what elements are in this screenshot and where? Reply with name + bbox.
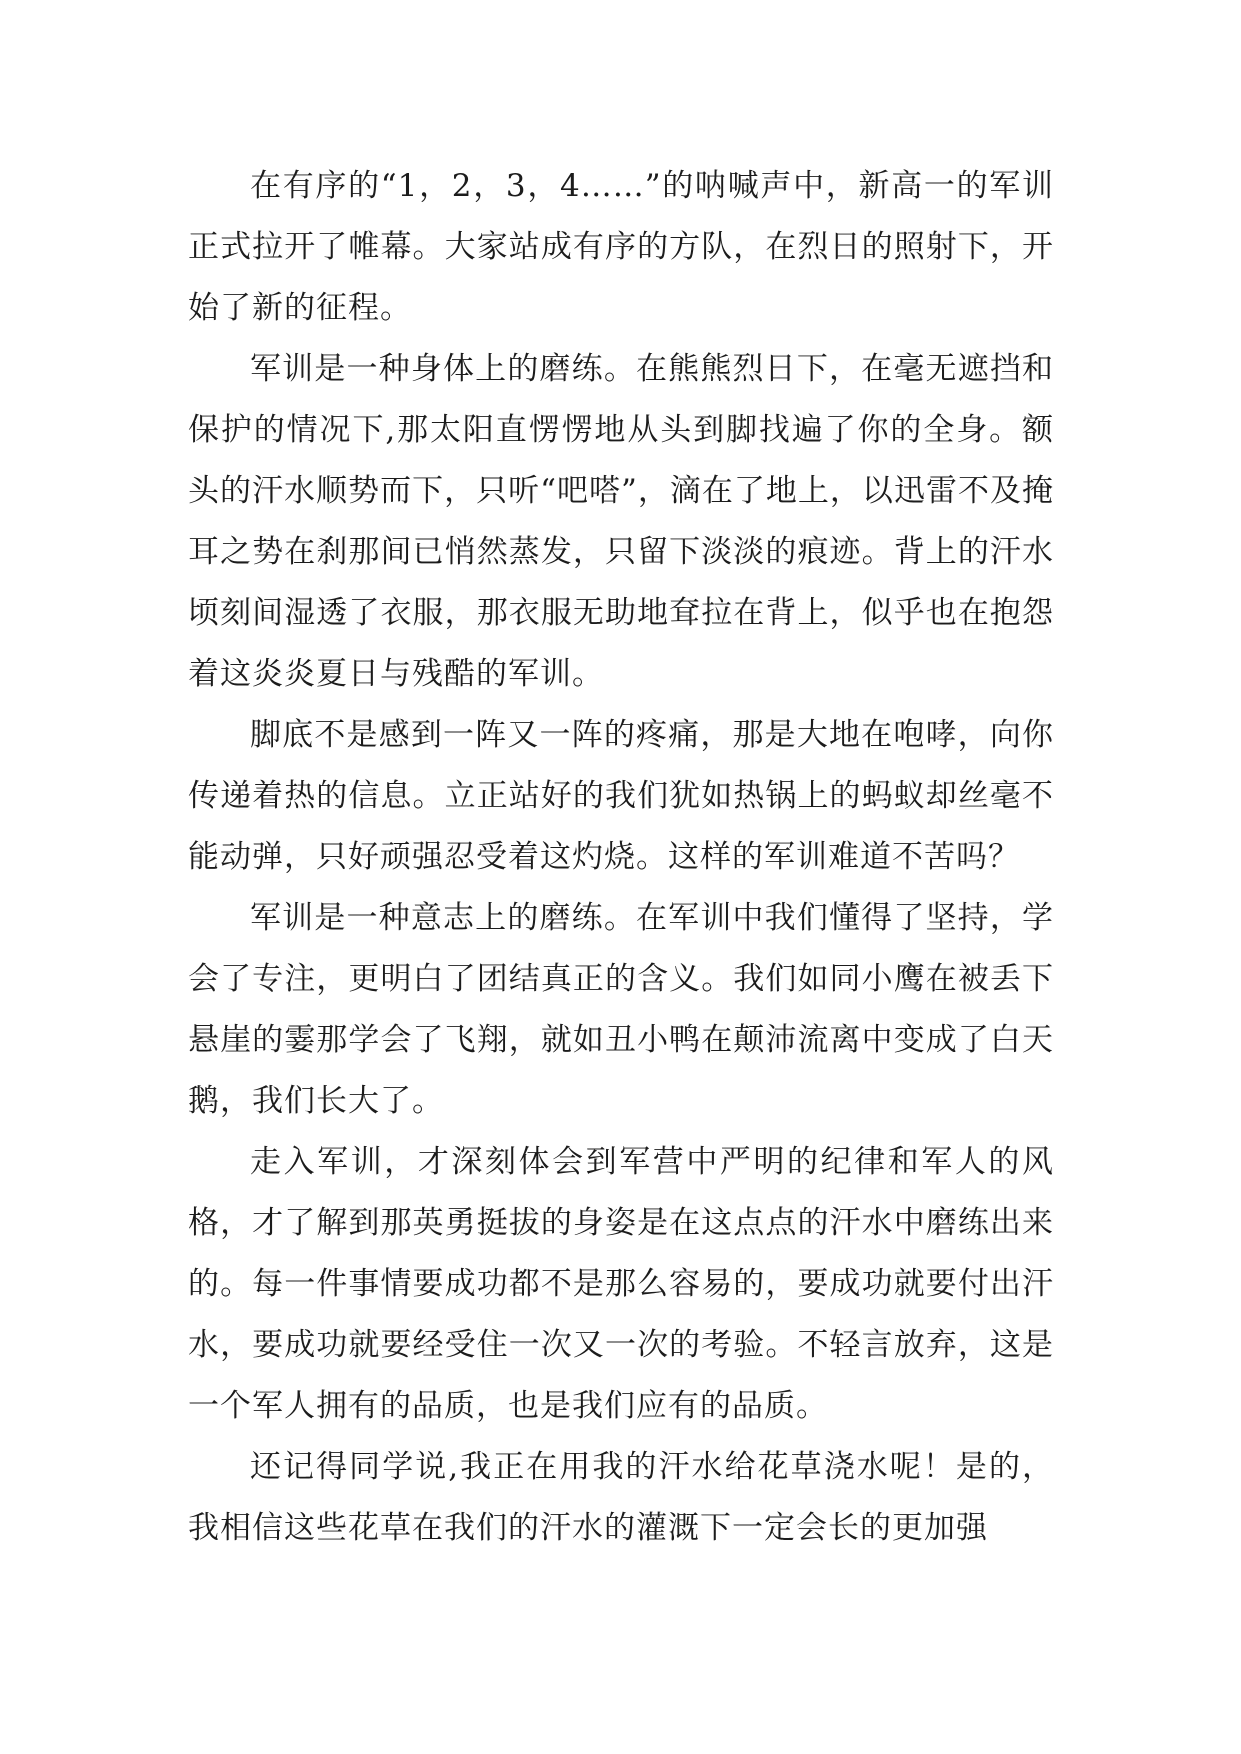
paragraph-ground-heat: 脚底不是感到一阵又一阵的疼痛，那是大地在咆哮，向你传递着热的信息。立正站好的我们犹如热锅上的蚂蚁却丝毫不能动弹，只好顽强忍受着这灼烧。这样的军训难道不苦吗？ xyxy=(188,717,1054,875)
paragraph-willpower: 军训是一种意志上的磨练。在军训中我们懂得了坚持，学会了专注，更明白了团结真正的含义。我们如同小鹰在被丢下悬崖的霎那学会了飞翔，就如丑小鸭在颠沛流离中变成了白天鹅，我们长大了。 xyxy=(188,900,1054,1119)
document-body xyxy=(188,156,1054,1559)
paragraph-physical-training: 军训是一种身体上的磨练。在熊熊烈日下，在毫无遮挡和保护的情况下,那太阳直愣愣地从头到脚找遍了你的全身。额头的汗水顺势而下，只听“吧嗒”，滴在了地上，以迅雷不及掩耳之势在刹那间已悄然蒸发，只留下淡淡的痕迹。背上的汗水顷刻间湿透了衣服，那衣服无助地耷拉在背上，似乎也在抱怨着这炎炎夏日与残酷的军训。 xyxy=(188,351,1054,692)
paragraph-discipline: 走入军训，才深刻体会到军营中严明的纪律和军人的风格，才了解到那英勇挺拔的身姿是在这点点的汗水中磨练出来的。每一件事情要成功都不是那么容易的，要成功就要付出汗水，要成功就要经受住一次又一次的考验。不轻言放弃，这是一个军人拥有的品质，也是我们应有的品质。 xyxy=(188,1144,1054,1424)
paragraph-opening: 在有序的“1，2，3，4……”的呐喊声中，新高一的军训正式拉开了帷幕。大家站成有序的方队，在烈日的照射下，开始了新的征程。 xyxy=(188,168,1054,326)
paragraph-watering-flowers: 还记得同学说,我正在用我的汗水给花草浇水呢！是的，我相信这些花草在我们的汗水的灌溉下一定会长的更加强 xyxy=(188,1449,1054,1546)
